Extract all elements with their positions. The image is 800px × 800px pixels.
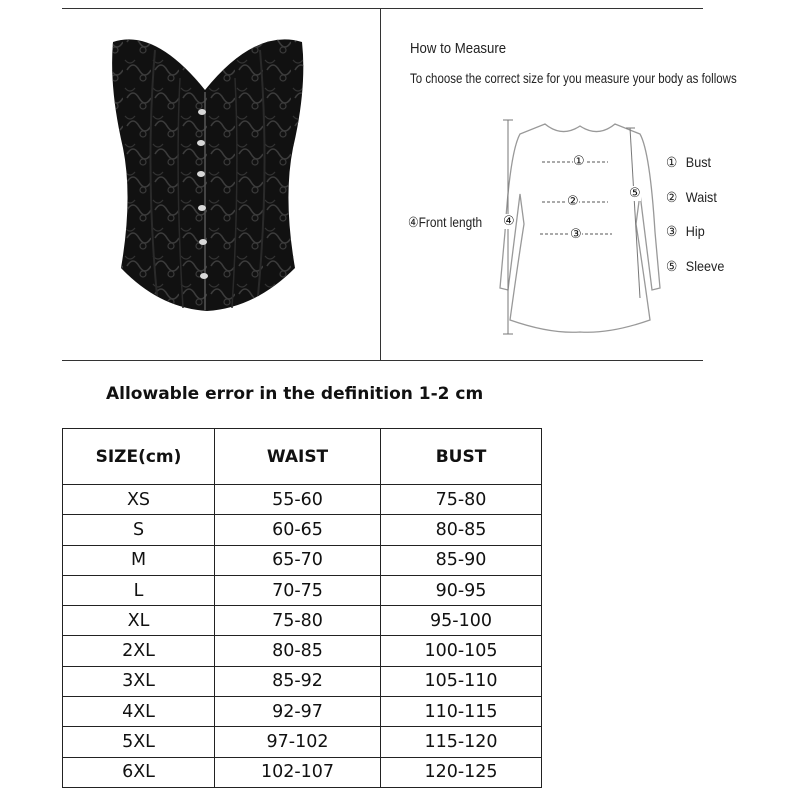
bust-cell: 110-115 xyxy=(381,697,542,727)
front-length-label: ④Front length xyxy=(408,214,483,230)
table-row xyxy=(63,485,542,515)
bust-marker: ① xyxy=(573,154,585,169)
measure-legend xyxy=(666,154,731,292)
waist-cell: 60-65 xyxy=(215,515,381,545)
waist-cell: 75-80 xyxy=(215,606,381,636)
size-cell: XS xyxy=(63,485,215,515)
header-waist: WAIST xyxy=(215,429,381,485)
waist-cell: 70-75 xyxy=(215,575,381,605)
front-length-marker: ④ xyxy=(503,214,515,229)
measure-subtitle: To choose the correct size for you measure your body as follows xyxy=(410,70,737,86)
table-row xyxy=(63,515,542,545)
legend-item-waist: ② Waist xyxy=(666,188,717,205)
legend-item-bust: ① Bust xyxy=(666,154,712,170)
bust-cell: 75-80 xyxy=(381,485,542,515)
bust-cell: 115-120 xyxy=(381,727,542,757)
bottom-border-line xyxy=(62,360,703,361)
bust-cell: 100-105 xyxy=(381,636,542,666)
waist-cell: 85-92 xyxy=(215,666,381,696)
how-to-measure-panel xyxy=(410,36,780,356)
measure-title: How to Measure xyxy=(410,40,507,57)
size-cell: 4XL xyxy=(63,697,215,727)
table-row xyxy=(63,606,542,636)
corset-image xyxy=(95,28,320,318)
bust-cell: 80-85 xyxy=(381,515,542,545)
header-bust: BUST xyxy=(381,429,542,485)
hip-marker: ③ xyxy=(570,227,582,242)
size-cell: M xyxy=(63,545,215,575)
size-cell: XL xyxy=(63,606,215,636)
table-row xyxy=(63,545,542,575)
size-table xyxy=(62,428,542,788)
divider-line xyxy=(380,8,381,361)
table-row xyxy=(63,727,542,757)
size-cell: 5XL xyxy=(63,727,215,757)
bust-cell: 105-110 xyxy=(381,666,542,696)
table-header-row xyxy=(63,429,542,485)
size-cell: S xyxy=(63,515,215,545)
table-row xyxy=(63,575,542,605)
waist-cell: 65-70 xyxy=(215,545,381,575)
table-row xyxy=(63,666,542,696)
waist-cell: 97-102 xyxy=(215,727,381,757)
size-cell: 6XL xyxy=(63,757,215,787)
legend-item-hip: ③ Hip xyxy=(666,223,705,239)
waist-marker: ② xyxy=(567,194,579,209)
bust-cell: 120-125 xyxy=(381,757,542,787)
allowable-error-note: Allowable error in the definition 1-2 cm xyxy=(106,384,484,404)
table-row xyxy=(63,757,542,787)
size-cell: 2XL xyxy=(63,636,215,666)
top-border-line xyxy=(62,8,703,9)
table-row xyxy=(63,636,542,666)
waist-cell: 80-85 xyxy=(215,636,381,666)
bust-cell: 95-100 xyxy=(381,606,542,636)
sleeve-marker: ⑤ xyxy=(629,186,641,201)
table-row xyxy=(63,697,542,727)
header-size: SIZE(cm) xyxy=(63,429,215,485)
waist-cell: 55-60 xyxy=(215,485,381,515)
bust-cell: 90-95 xyxy=(381,575,542,605)
waist-cell: 102-107 xyxy=(215,757,381,787)
legend-item-sleeve: ⑤ Sleeve xyxy=(666,257,725,274)
size-cell: 3XL xyxy=(63,666,215,696)
size-cell: L xyxy=(63,575,215,605)
waist-cell: 92-97 xyxy=(215,697,381,727)
bust-cell: 85-90 xyxy=(381,545,542,575)
